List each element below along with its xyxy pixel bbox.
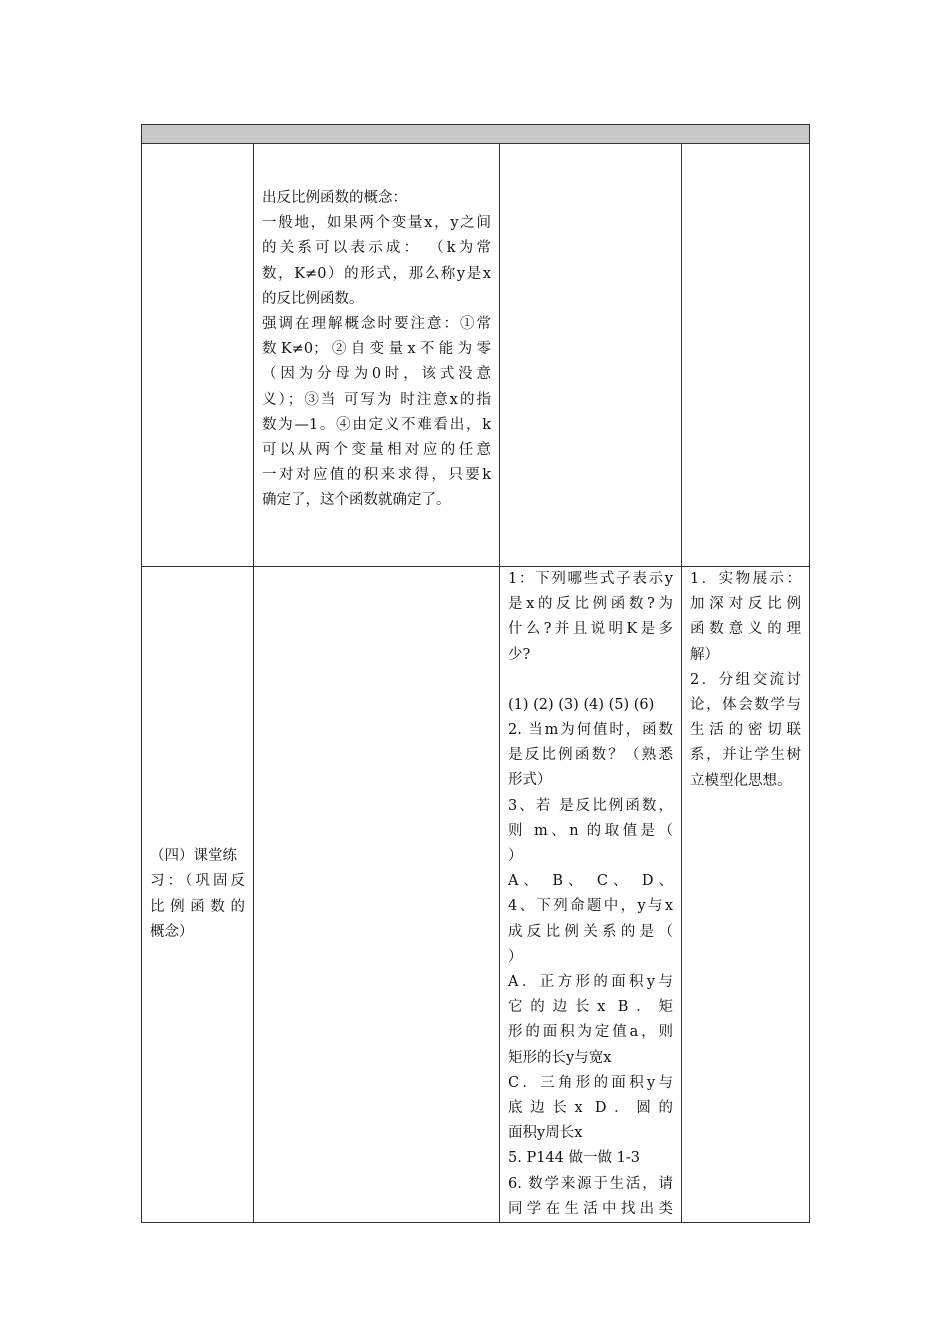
text-line: 数，K≠0）的形式，那么称y是x [262,265,491,282]
text-line: 同学在生活中找出类 [508,1200,673,1217]
text-line: 概念） [150,923,194,940]
design-intent-text [682,567,809,794]
text-line: 形式） [508,772,552,789]
text-line: 加深对反比例 [690,596,801,613]
design-intent-cell-empty [682,144,810,567]
text-line: 什么?并且说明K是多 [508,621,673,638]
text-line: A．正方形的面积y与 [508,974,673,991]
concept-text-cell [254,144,500,567]
stage-cell-empty [142,144,254,567]
text-line: 4、下列命题中，y与x [508,898,673,915]
text-line: 义）；③当 可写为 时注意x的指 [262,391,491,408]
text-line: 的反比例函数。 [262,290,364,307]
text-line: 一对对应值的积来求得，只要k [262,467,491,484]
text-line: 6. 数学来源于生活，请 [508,1175,673,1192]
text-line: 数K≠0；②自变量x不能为零 [262,341,491,358]
blank-line [508,668,673,693]
table-row-practice [142,567,810,1223]
stage-title [142,844,253,945]
text-line: 底边长x D．圆的 [508,1100,673,1117]
teacher-activity-cell-empty [254,567,500,1223]
lesson-plan-table [141,124,810,1223]
text-line: 3、若 是反比例函数， [508,797,673,814]
text-line: 形的面积为定值a，则 [508,1024,673,1041]
text-line: C．三角形的面积y与 [508,1074,673,1091]
text-line: 一般地，如果两个变量x，y之间 [262,215,491,232]
text-line: 强调在理解概念时要注意：①常 [262,316,491,333]
text-line: 数为—1。④由定义不难看出，k [262,416,491,433]
text-line: 解） [690,646,719,663]
text-line: 函数意义的理 [690,621,801,638]
text-line: A、 B、 C、 D、 [508,873,673,890]
text-line: 可以从两个变量相对应的任意 [262,442,491,459]
text-line: 确定了，这个函数就确定了。 [262,492,451,509]
text-line: 是反比例函数？（熟悉 [508,747,673,764]
text-line: 是x的反比例函数?为 [508,596,673,613]
text-line: 论，体会数学与 [690,697,801,714]
exercise-text-cell [500,567,682,1223]
text-line: 少? [508,646,531,663]
text-line: 它的边长x B．矩 [508,999,673,1016]
table-header-bar [142,125,810,144]
text-line: 面积y周长x [508,1125,583,1142]
text-line: 5. P144 做一做 1-3 [508,1150,640,1167]
text-line: 生活的密切联 [690,722,801,739]
design-intent-cell-practice [682,567,810,1223]
stage-cell-practice [142,567,254,1223]
text-line: 2．分组交流讨 [690,671,801,688]
text-line: 1．实物展示： [690,571,801,587]
text-line: 则 m、n 的取值是（ [508,822,673,839]
text-line: ） [508,848,523,865]
text-line: （四）课堂练 [150,848,237,865]
text-line: (1) (2) (3) (4) (5) (6) [508,696,655,713]
text-line: 的关系可以表示成： （k为常 [262,240,491,257]
exercise-text [500,567,681,1222]
text-line: 比例函数的 [150,898,245,915]
text-line: 出反比例函数的概念： [262,190,407,206]
header-bar-cell [142,125,810,144]
text-line: 系，并让学生树 [690,747,801,764]
text-line: 立模型化思想。 [690,772,792,789]
text-line: ） [508,948,523,965]
text-line: 习：（巩固反 [150,873,245,890]
text-line: 矩形的长y与宽x [508,1049,612,1066]
text-line: 1：下列哪些式子表示y [508,571,673,587]
text-line: （因为分母为0时，该式没意 [262,366,491,383]
text-line: 成反比例关系的是（ [508,923,673,940]
concept-text [254,144,499,514]
text-line: 2. 当m为何值时，函数 [508,722,673,739]
table-row-concept [142,144,810,567]
student-activity-cell-empty [500,144,682,567]
